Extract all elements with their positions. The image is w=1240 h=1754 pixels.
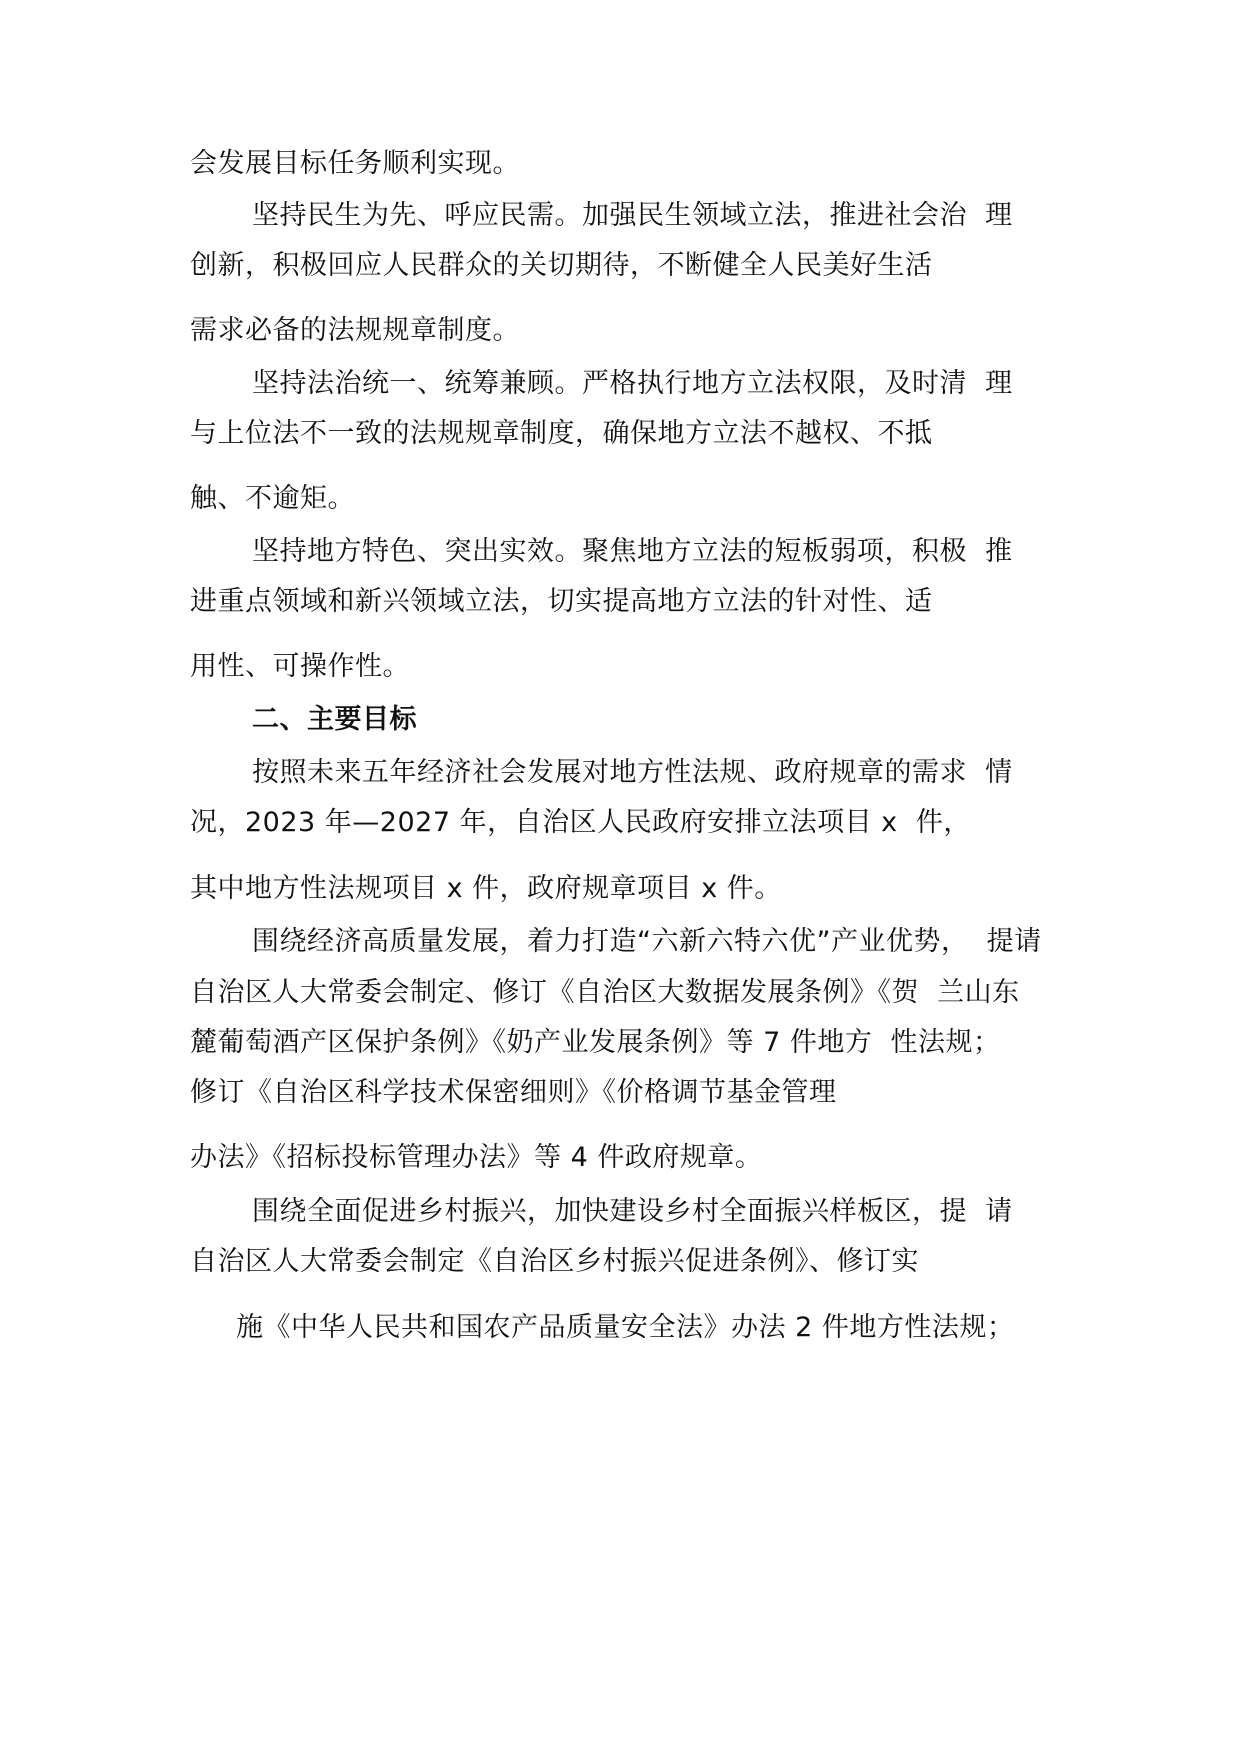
paragraph-line: 坚持民生为先、呼应民需。加强民生领域立法，推进社会治 理 [252, 200, 1013, 231]
paragraph-line: 进重点领域和新兴领域立法，切实提高地方立法的针对性、适 [190, 586, 933, 617]
paragraph-line: 用性、可操作性。 [190, 651, 410, 682]
paragraph-line: 修订《自治区科学技术保密细则》《价格调节基金管理 [190, 1077, 837, 1108]
paragraph-line: 施《中华人民共和国农产品质量安全法》办法 2 件地方性法规； [236, 1312, 1015, 1343]
paragraph-line: 围绕经济高质量发展，着力打造“六新六特六优”产业优势， 提请 [252, 926, 1042, 957]
paragraph-line: 坚持法治统一、统筹兼顾。严格执行地方立法权限，及时清 理 [252, 368, 1013, 399]
paragraph-line: 按照未来五年经济社会发展对地方性法规、政府规章的需求 情 [252, 757, 1013, 788]
paragraph-line: 况，2023 年—2027 年，自治区人民政府安排立法项目 x 件， [190, 807, 971, 838]
paragraph-line: 需求必备的法规规章制度。 [190, 315, 520, 346]
paragraph-line: 麓葡萄酒产区保护条例》《奶产业发展条例》等 7 件地方 性法规； [190, 1027, 1001, 1058]
paragraph-line: 自治区人大常委会制定、修订《自治区大数据发展条例》《贺 兰山东 [190, 977, 1020, 1008]
paragraph-line: 办法》《招标投标管理办法》等 4 件政府规章。 [190, 1142, 763, 1173]
paragraph-line: 其中地方性法规项目 x 件，政府规章项目 x 件。 [190, 873, 782, 904]
paragraph-line: 创新，积极回应人民群众的关切期待，不断健全人民美好生活 [190, 250, 933, 281]
paragraph-line: 触、不逾矩。 [190, 483, 355, 514]
paragraph-line: 自治区人大常委会制定《自治区乡村振兴促进条例》、修订实 [190, 1246, 919, 1277]
section-heading: 二、主要目标 [252, 704, 417, 735]
paragraph-line: 会发展目标任务顺利实现。 [190, 148, 520, 179]
paragraph-line: 与上位法不一致的法规规章制度，确保地方立法不越权、不抵 [190, 418, 933, 449]
paragraph-line: 围绕全面促进乡村振兴，加快建设乡村全面振兴样板区，提 请 [252, 1196, 1013, 1227]
paragraph-line: 坚持地方特色、突出实效。聚焦地方立法的短板弱项，积极 推 [252, 536, 1013, 567]
